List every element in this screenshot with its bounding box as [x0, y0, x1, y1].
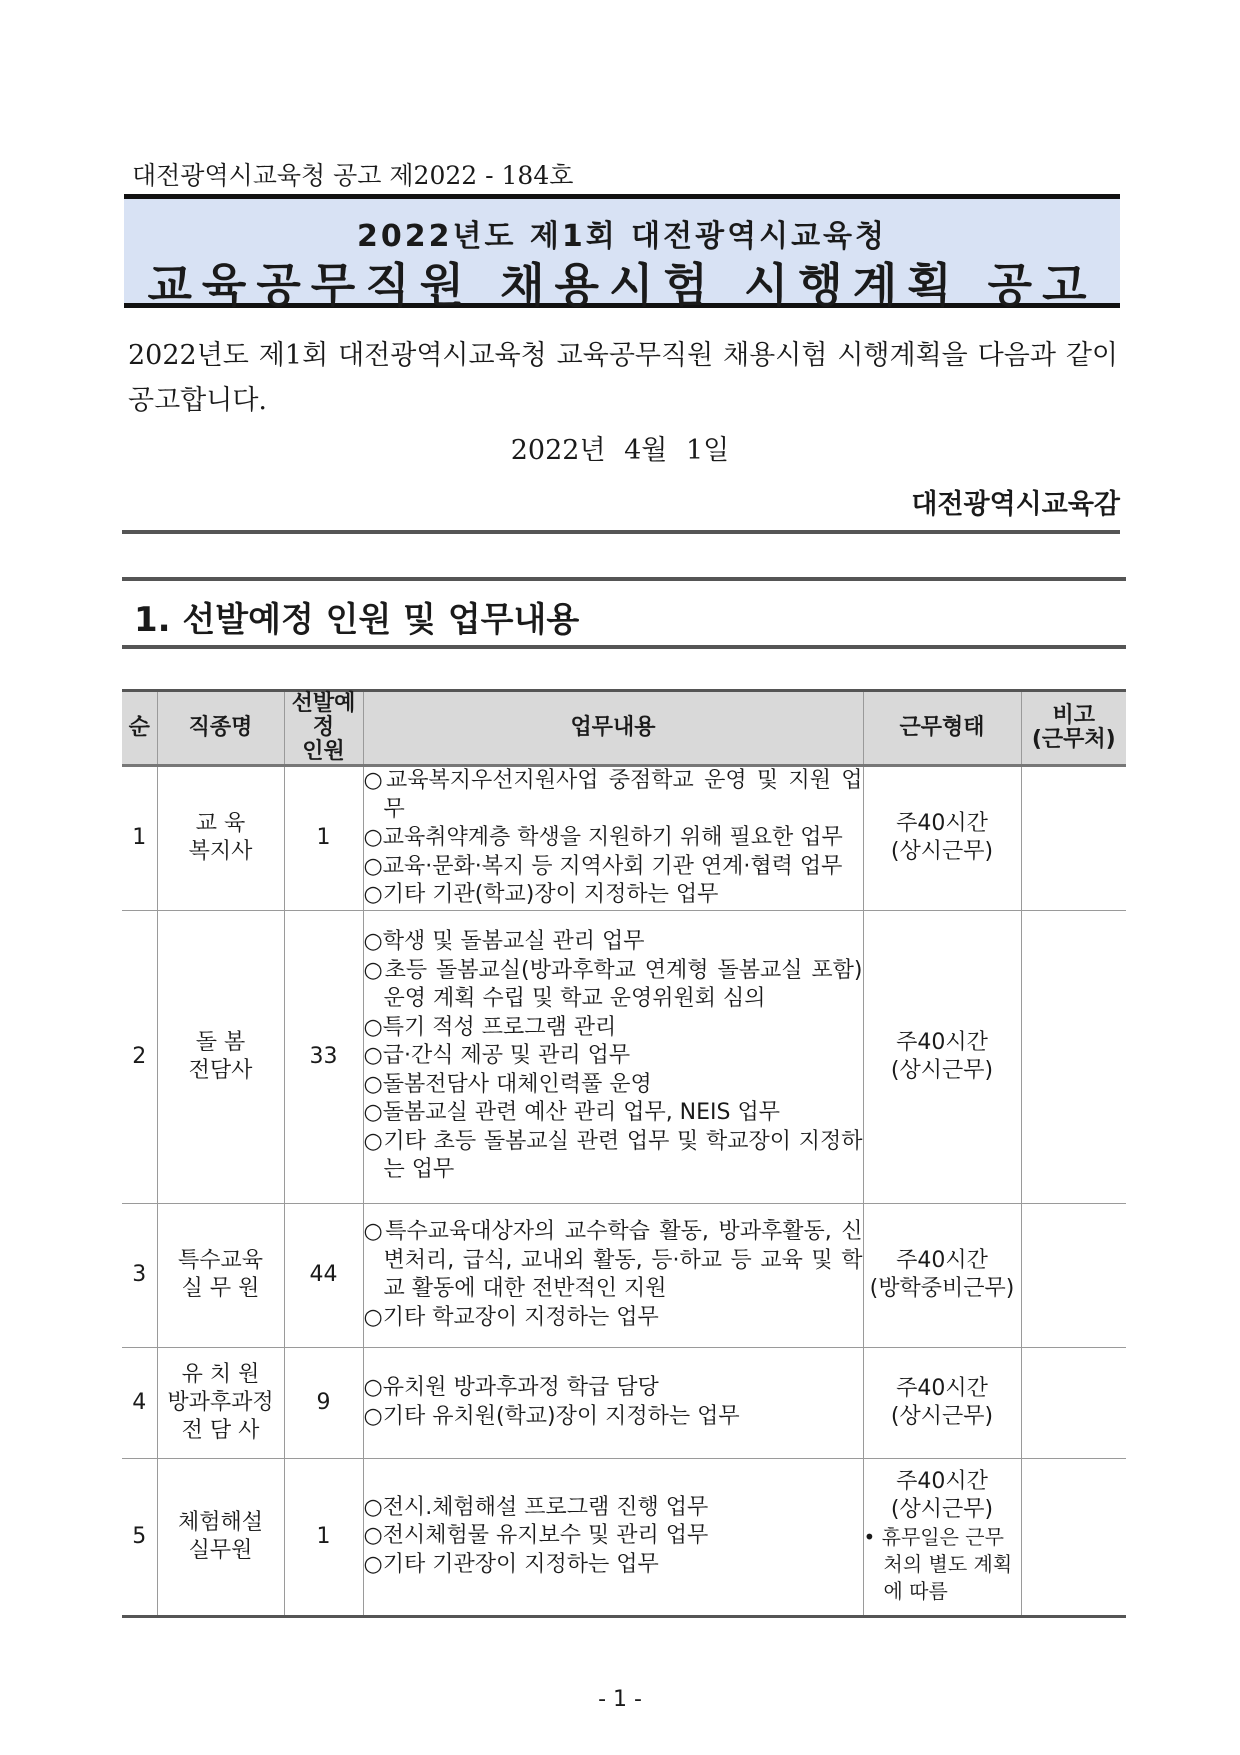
- duty-item: ○교육복지우선지원사업 중점학교 운영 및 지원 업무: [363, 768, 863, 822]
- header-no: 순: [122, 691, 157, 766]
- row-duties: [363, 1203, 863, 1347]
- duty-item: ○기타 기관(학교)장이 지정하는 업무: [363, 882, 719, 907]
- table-row: [122, 1347, 1126, 1458]
- row-no: 1: [122, 766, 157, 911]
- section-divider-top: [122, 577, 1126, 581]
- row-no: 3: [122, 1203, 157, 1347]
- row-work-line: (방학중비근무): [869, 1276, 1015, 1301]
- row-work: [863, 766, 1021, 911]
- duty-item: ○급·간식 제공 및 관리 업무: [363, 1043, 631, 1069]
- row-count: 9: [284, 1347, 363, 1458]
- row-note: [1021, 766, 1126, 911]
- duty-item: ○교육취약계층 학생을 지원하기 위해 필요한 업무: [363, 825, 843, 850]
- row-work: [863, 910, 1021, 1203]
- duty-item: ○특기 적성 프로그램 관리: [363, 1014, 617, 1040]
- duty-item: ○전시체험물 유지보수 및 관리 업무: [363, 1523, 709, 1549]
- duty-item: ○유치원 방과후과정 학급 담당: [363, 1375, 659, 1400]
- row-count: 1: [284, 1458, 363, 1616]
- row-work-line: (상시근무): [890, 1403, 994, 1429]
- duty-item: ○전시.체험해설 프로그램 진행 업무: [363, 1494, 709, 1520]
- header-duties: 업무내용: [363, 691, 863, 766]
- duty-item: ○초등 돌봄교실(방과후학교 연계형 돌봄교실 포함) 운영 계획 수립 및 학교 운영위원회 심의: [363, 957, 863, 1012]
- row-job-line: 방과후과정: [167, 1389, 274, 1415]
- row-job-line: 유 치 원: [181, 1361, 260, 1387]
- row-job-line: 실 무 원: [181, 1276, 260, 1301]
- duty-item: ○기타 유치원(학교)장이 지정하는 업무: [363, 1403, 740, 1429]
- announcement-date: 2022년 4월 1일: [510, 435, 730, 466]
- row-work-line: 주40시간: [896, 1375, 988, 1401]
- row-work-line: (상시근무): [890, 1496, 994, 1522]
- row-job: [157, 910, 284, 1203]
- header-note-line2: (근무처): [1031, 727, 1116, 752]
- row-job: [157, 1458, 284, 1616]
- header-count-line2: 인원: [302, 739, 345, 764]
- table-row: [122, 910, 1126, 1203]
- row-duties: [363, 1347, 863, 1458]
- header-job: 직종명: [157, 691, 284, 766]
- duty-item: ○특수교육대상자의 교수학습 활동, 방과후활동, 신변처리, 급식, 교내외 활동, 등·하교 등 교육 및 학교 활동에 대한 전반적인 지원: [363, 1219, 863, 1301]
- duty-item: ○돌봄전담사 대체인력풀 운영: [363, 1071, 652, 1097]
- title-subheading: 2022년도 제1회 대전광역시교육청: [356, 219, 888, 254]
- row-job-line: 돌 봄: [195, 1029, 246, 1055]
- row-job-line: 체험해설: [177, 1509, 263, 1535]
- header-count: [284, 691, 363, 766]
- row-job: [157, 1347, 284, 1458]
- row-work-line: 주40시간: [896, 1468, 988, 1494]
- row-count: 44: [284, 1203, 363, 1347]
- row-job-line: 특수교육: [177, 1248, 263, 1273]
- row-duties: [363, 766, 863, 911]
- row-no: 2: [122, 910, 157, 1203]
- row-work-line: 주40시간: [896, 1248, 988, 1273]
- recruitment-table: [122, 689, 1126, 1618]
- row-work-line: 주40시간: [896, 811, 988, 837]
- row-job-line: 복지사: [188, 839, 253, 865]
- section-divider-bottom: [122, 645, 1126, 649]
- row-job: [157, 1203, 284, 1347]
- row-work: [863, 1203, 1021, 1347]
- row-note: [1021, 1458, 1126, 1616]
- row-duties: [363, 1458, 863, 1616]
- row-duties: [363, 910, 863, 1203]
- row-note: [1021, 910, 1126, 1203]
- page-title: 교육공무직원 채용시험 시행계획 공고: [147, 258, 1097, 312]
- row-no: 4: [122, 1347, 157, 1458]
- issuer-name: 대전광역시교육감: [911, 489, 1120, 520]
- work-note: • 휴무일은 근무처의 별도 계획에 따름: [863, 1524, 1013, 1603]
- header-note-line1: 비고: [1052, 703, 1095, 728]
- title-banner: [124, 194, 1120, 312]
- row-note: [1021, 1203, 1126, 1347]
- page-number: - 1 -: [598, 1687, 642, 1712]
- row-work-line: (상시근무): [890, 839, 994, 865]
- duty-item: ○기타 학교장이 지정하는 업무: [363, 1304, 659, 1330]
- header-count-line1: 선발예정: [291, 691, 356, 740]
- table-row: [122, 766, 1126, 911]
- row-work-line: 주40시간: [896, 1029, 988, 1055]
- row-job-line: 교 육: [195, 811, 246, 837]
- row-count: 1: [284, 766, 363, 911]
- row-work: [863, 1458, 1021, 1616]
- duty-item: ○학생 및 돌봄교실 관리 업무: [363, 929, 645, 955]
- table-header-row: [122, 691, 1126, 766]
- row-no: 5: [122, 1458, 157, 1616]
- section-title: 1. 선발예정 인원 및 업무내용: [134, 600, 580, 640]
- row-note: [1021, 1347, 1126, 1458]
- duty-item: ○교육·문화·복지 등 지역사회 기관 연계·협력 업무: [363, 853, 843, 879]
- row-job-line: 전담사: [188, 1057, 253, 1083]
- intro-paragraph: 2022년도 제1회 대전광역시교육청 교육공무직원 채용시험 시행계획을 다음과 같이 공고합니다.: [128, 340, 1118, 416]
- duty-item: ○기타 초등 돌봄교실 관련 업무 및 학교장이 지정하는 업무: [363, 1128, 863, 1183]
- header-note: [1021, 691, 1126, 766]
- table-row: [122, 1203, 1126, 1347]
- header-work: 근무형태: [863, 691, 1021, 766]
- row-count: 33: [284, 910, 363, 1203]
- notice-number: 대전광역시교육청 공고 제2022 - 184호: [132, 161, 574, 190]
- row-work-line: (상시근무): [890, 1057, 994, 1083]
- row-job-line: 전 담 사: [181, 1417, 260, 1443]
- row-work: [863, 1347, 1021, 1458]
- table-row: [122, 1458, 1126, 1616]
- row-job: [157, 766, 284, 911]
- duty-item: ○돌봄교실 관련 예산 관리 업무, NEIS 업무: [363, 1100, 780, 1126]
- row-job-line: 실무원: [188, 1537, 253, 1563]
- duty-item: ○기타 기관장이 지정하는 업무: [363, 1551, 659, 1577]
- divider: [122, 530, 1120, 534]
